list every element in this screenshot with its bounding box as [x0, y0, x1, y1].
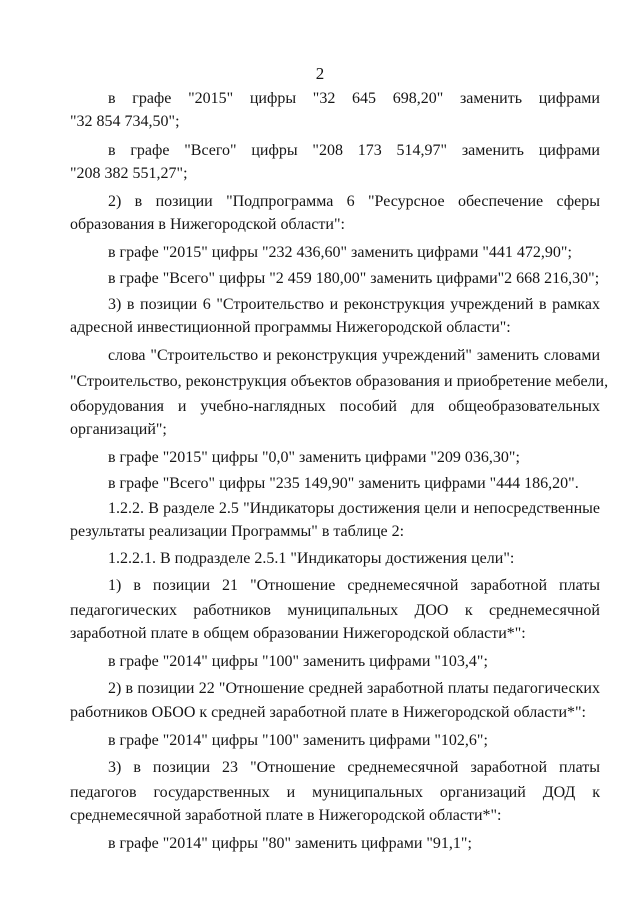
text-line: "32 854 734,50"; [70, 113, 180, 130]
text-line: в графе "Всего" цифры "2 459 180,00" заменить цифрами"2 668 216,30"; [108, 270, 600, 287]
text-line: 1) в позиции 21 "Отношение среднемесячной заработной платы [108, 577, 600, 594]
text-line: в графе "Всего" цифры "208 173 514,97" заменить цифрами [108, 142, 600, 159]
text-line: 3) в позиции 23 "Отношение среднемесячной заработной платы [108, 759, 600, 776]
text-line: адресной инвестиционной программы Нижегородской области": [70, 319, 511, 336]
text-line: в графе "2015" цифры "0,0" заменить цифрами "209 036,30"; [108, 449, 520, 466]
text-line: 2) в позиции "Подпрограмма 6 "Ресурсное обеспечение сферы [108, 193, 600, 210]
text-line: в графе "2015" цифры "232 436,60" заменить цифрами "441 472,90"; [108, 244, 572, 261]
text-line: 1.2.2.1. В подразделе 2.5.1 "Индикаторы достижения цели": [108, 550, 515, 567]
text-line: в графе "2014" цифры "100" заменить цифрами "103,4"; [108, 653, 488, 670]
text-line: слова "Строительство и реконструкция учреждений" заменить словами [108, 347, 600, 364]
text-line: образования в Нижегородской области": [70, 216, 345, 233]
text-line: в графе "2015" цифры "32 645 698,20" заменить цифрами [108, 90, 600, 107]
page-number: 2 [315, 64, 325, 83]
text-line: "Строительство, реконструкция объектов образования и приобретение мебели, [70, 373, 609, 390]
text-line: в графе "2014" цифры "80" заменить цифрами "91,1"; [108, 835, 472, 852]
text-line: 3) в позиции 6 "Строительство и реконструкция учреждений в рамках [108, 296, 600, 313]
text-line: оборудования и учебно-наглядных пособий для общеобразовательных [70, 398, 600, 415]
text-line: среднемесячной заработной плате в Нижегородской области*": [70, 807, 502, 824]
text-line: организаций"; [70, 421, 167, 438]
text-line: в графе "2014" цифры "100" заменить цифрами "102,6"; [108, 732, 488, 749]
text-line: педагогических работников муниципальных ДОО к среднемесячной [70, 602, 600, 619]
text-line: в графе "Всего" цифры "235 149,90" заменить цифрами "444 186,20". [108, 475, 579, 492]
text-line: 2) в позиции 22 "Отношение средней заработной платы педагогических [108, 680, 600, 697]
text-line: "208 382 551,27"; [70, 165, 188, 182]
text-line: 1.2.2. В разделе 2.5 "Индикаторы достижения цели и непосредственные [108, 500, 600, 517]
text-line: заработной плате в общем образовании Нижегородской области*": [70, 625, 526, 642]
text-line: работников ОБОО к средней заработной плате в Нижегородской области*": [70, 704, 586, 721]
text-line: педагогов государственных и муниципальных организаций ДОД к [70, 784, 600, 801]
text-line: результаты реализации Программы" в таблице 2: [70, 523, 405, 540]
